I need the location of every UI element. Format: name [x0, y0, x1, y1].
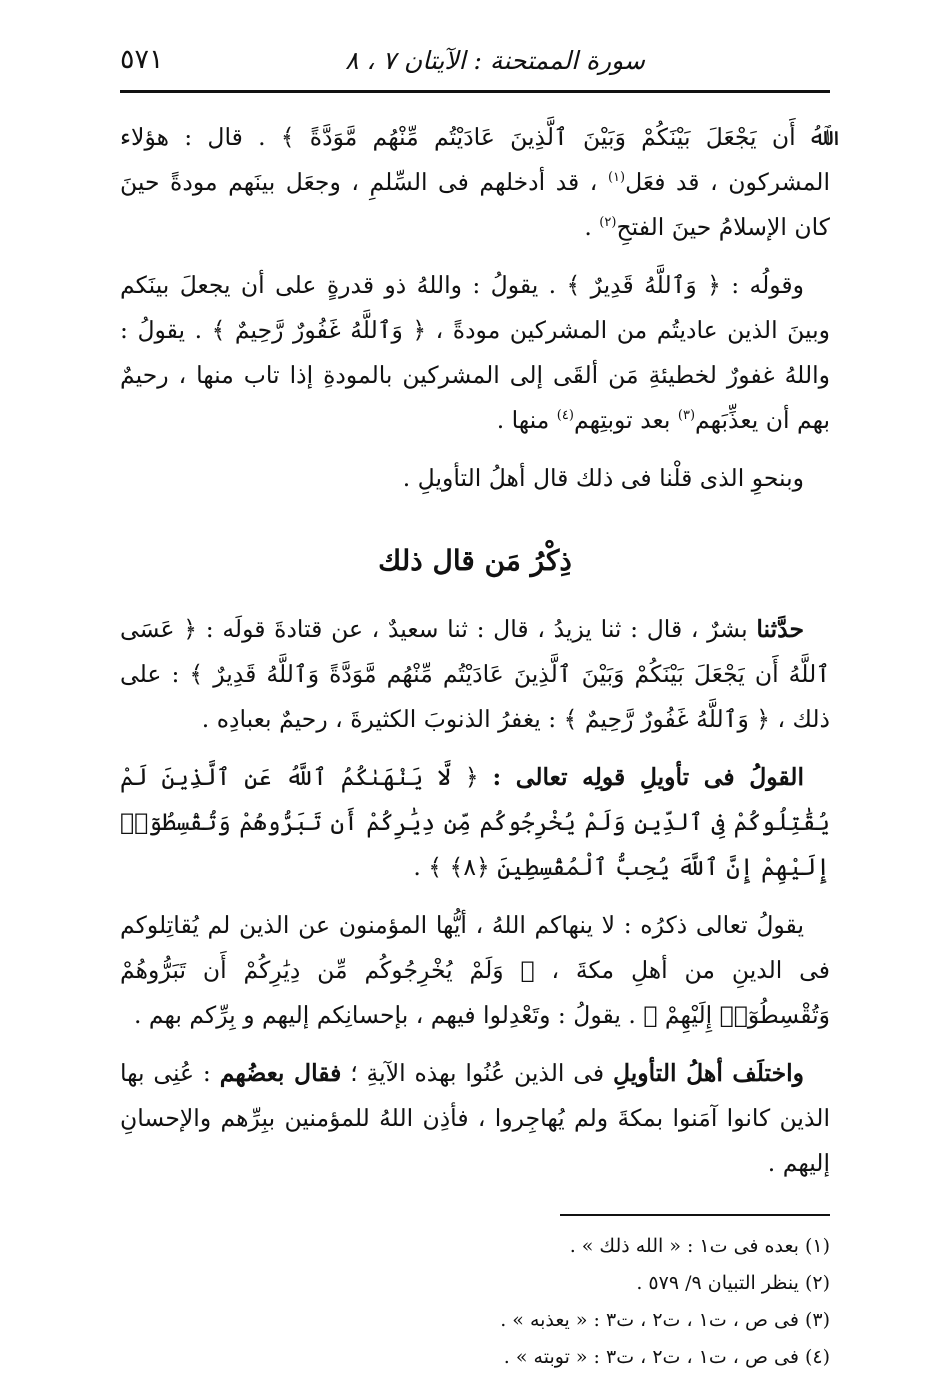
footnotes	[120, 1228, 830, 1376]
paragraph-7-lead: واختلَف أهلُ التأويلِ	[612, 1059, 805, 1087]
main-text	[120, 115, 830, 1186]
paragraph-1	[120, 115, 830, 250]
paragraph-7	[120, 1051, 830, 1186]
paragraph-5	[120, 755, 830, 890]
footnote-ref-4: (٤)	[556, 408, 574, 424]
paragraph-7-bold: فقال بعضُهم	[219, 1059, 342, 1087]
paragraph-4	[120, 607, 830, 742]
paragraph-4-text: بشرٌ ، قال : ثنا يزيدُ ، قال : ثنا سعيدٌ ، عن قتادةَ قولَه : ﴿ عَسَى ٱللَّهُ أَن يَجْعَلَ بَيْنَكُمْ وَبَيْنَ ٱلَّذِينَ عَادَيْتُم مِّنْهُم مَّوَدَّةً وَٱللَّهُ قَدِيرٌ ﴾ : على ذلك ، ﴿ وَٱللَّهُ غَفُورٌ رَّحِيمٌ ﴾ : يغفرُ الذنوبَ الكثيرةَ ، رحيمٌ بعبادِه .	[120, 615, 830, 733]
footnote-ref-2: (٢)	[599, 215, 617, 231]
paragraph-7-text: : عُنِى بها الذين كانوا آمَنوا بمكةَ ولم يُهاجِروا ، فأذِن اللهُ للمؤمنين ببِرِّهم والإحسانِ إليهم .	[120, 1059, 830, 1177]
paragraph-2-text-c: منها .	[496, 406, 550, 434]
paragraph-5-text: ﴿ لَّا يَنْهَىٰكُمُ ٱللَّهُ عَنِ ٱلَّذِينَ لَمْ يُقَٰتِلُوكُمْ فِى ٱلدِّينِ وَلَمْ يُخْرِجُوكُم مِّن دِيَٰرِكُمْ أَن تَبَرُّوهُمْ وَتُقْسِطُوٓا۟ إِلَيْهِمْ إِنَّ ٱللَّهَ يُحِبُّ ٱلْمُقْسِطِينَ ﴿٨﴾ ﴾ .	[120, 763, 830, 881]
paragraph-1-text: ﭐﷲُ أَن يَجْعَلَ بَيْنَكُمْ وَبَيْنَ ٱلَّذِينَ عَادَيْتُم مِّنْهُم مَّوَدَّةً ﴾ . قال : هؤلاء المشركون ، قد فعَل	[120, 123, 830, 196]
footnote-3: (٣) فى ص ، ت١ ، ت٢ ، ت٣ : « يعذبه » .	[500, 1309, 830, 1331]
footnote-divider	[560, 1214, 830, 1216]
section-heading: ذِكْرُ مَن قال ذلك	[378, 544, 572, 577]
paragraph-7-mid: فى الذين عُنُوا بهذه الآيةِ ؛	[350, 1059, 605, 1087]
paragraph-1-text-b: ، قد أدخلهم فى السِّلمِ ، وجعَل بينَهم مودةً حينَ كان الإسلامُ حينَ الفتحِ	[120, 168, 830, 241]
footnote-ref-1: (١)	[607, 170, 626, 186]
paragraph-2	[120, 263, 830, 443]
footnote-4: (٤) فى ص ، ت١ ، ت٢ ، ت٣ : « توبته » .	[503, 1346, 830, 1368]
paragraph-3: وبنحوِ الذى قلْنا فى ذلك قال أهلُ التأويلِ .	[402, 464, 804, 492]
book-page	[120, 40, 830, 1368]
paragraph-4-lead: حدَّثنا	[756, 615, 804, 643]
footnote-1: (١) بعده فى ت١ : « الله ذلك » .	[569, 1235, 830, 1257]
paragraph-2-text-b: بعد توبتِهم	[573, 406, 671, 434]
footnote-2: (٢) ينظر التبيان ٩/ ٥٧٩ .	[636, 1272, 830, 1294]
paragraph-5-lead: القولُ فى تأويلِ قولِه تعالى :	[492, 763, 804, 791]
running-title: سورة الممتحنة : الآيتان ٧ ، ٨	[345, 46, 645, 75]
paragraph-6: يقولُ تعالى ذكرُه : لا ينهاكم اللهُ ، أيُّها المؤمنون عن الذين لم يُقاتِلوكم فى الدينِ من أهلِ مكةَ ، ﴿ وَلَمْ يُخْرِجُوكُم مِّن دِيَٰرِكُمْ أَن تَبَرُّوهُمْ وَتُقْسِطُوٓا۟ إِلَيْهِمْ ﴾ . يقولُ : وتَعْدِلوا فيهم ، بإحسانِكم إليهم و بِرِّكم بهم .	[120, 911, 830, 1029]
running-header	[120, 40, 830, 93]
paragraph-1-end: .	[584, 213, 592, 241]
paragraph-2-text: وقولُه : ﴿ وَٱللَّهُ قَدِيرٌ ﴾ . يقولُ : واللهُ ذو قدرةٍ على أن يجعلَ بينَكم وبينَ الذين عاديتُم من المشركين مودةً ، ﴿ وَٱللَّهُ غَفُورٌ رَّحِيمٌ ﴾ . يقولُ : واللهُ غفورٌ لخطيئةِ مَن ألقَى إلى المشركين بالمودةِ إذا تاب منها ، رحيمٌ بهم أن يعذِّبَهم	[120, 271, 830, 434]
page-number: ٥٧١	[120, 44, 164, 75]
footnote-ref-3: (٣)	[677, 408, 696, 424]
